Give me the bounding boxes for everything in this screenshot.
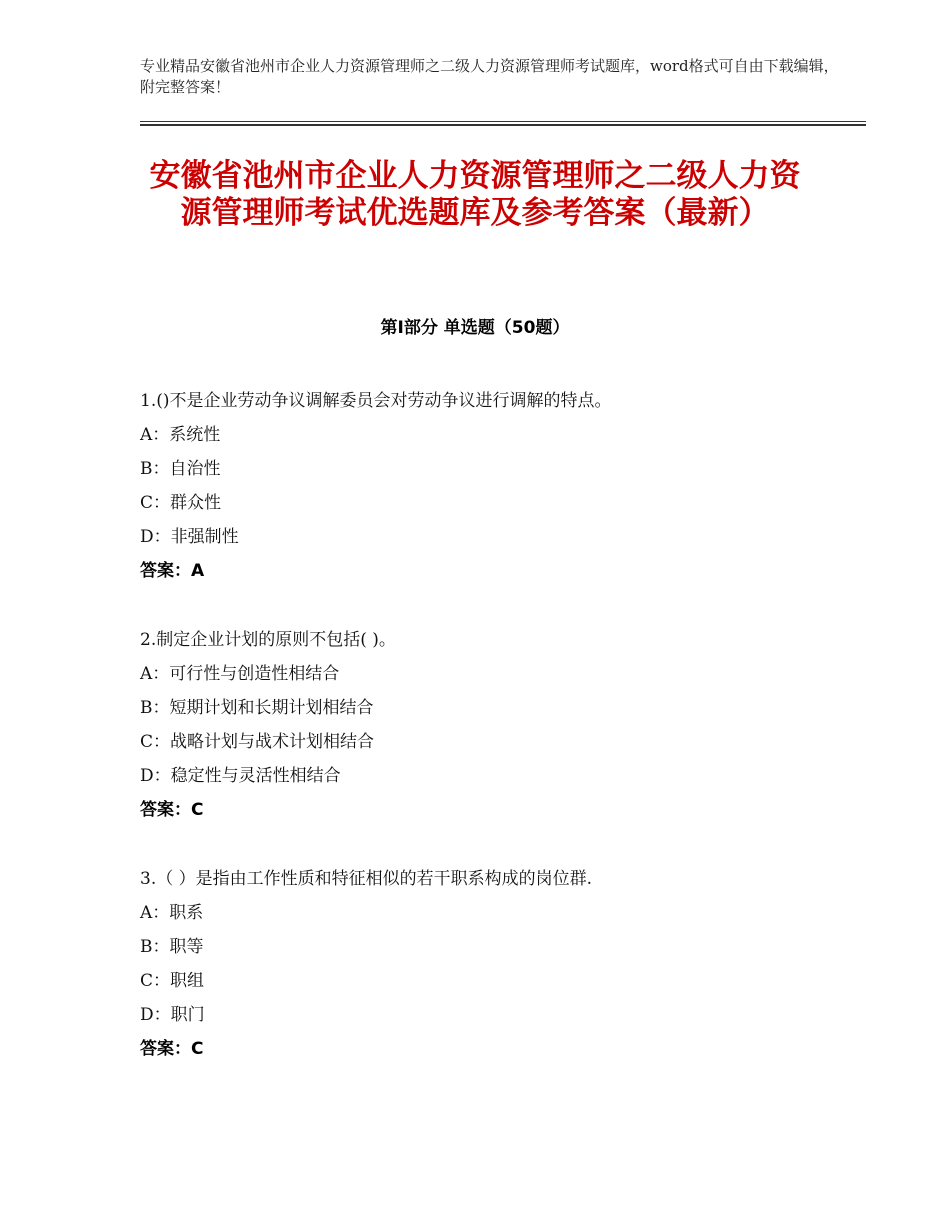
question-answer: 答案：C	[140, 1039, 204, 1059]
option-b: B：自治性	[140, 459, 221, 479]
question-2	[140, 623, 840, 827]
option-b: B：职等	[140, 937, 204, 957]
question-3	[140, 862, 840, 1066]
question-stem: 3.（ ）是指由工作性质和特征相似的若干职系构成的岗位群.	[140, 869, 593, 889]
option-a: A：职系	[140, 903, 204, 923]
document-title: 安徽省池州市企业人力资源管理师之二级人力资源管理师考试优选题库及参考答案（最新）	[149, 158, 801, 231]
header-divider-thick	[140, 124, 866, 126]
option-d: D：非强制性	[140, 527, 239, 547]
option-a: A：可行性与创造性相结合	[140, 664, 340, 684]
question-list	[140, 384, 840, 1101]
option-a: A：系统性	[140, 425, 221, 445]
question-answer: 答案：C	[140, 800, 204, 820]
question-1	[140, 384, 840, 588]
option-c: C：职组	[140, 971, 205, 991]
question-stem: 1.()不是企业劳动争议调解委员会对劳动争议进行调解的特点。	[140, 391, 612, 411]
option-b: B：短期计划和长期计划相结合	[140, 698, 374, 718]
option-c: C：战略计划与战术计划相结合	[140, 732, 375, 752]
option-d: D：稳定性与灵活性相结合	[140, 766, 341, 786]
header-note: 专业精品安徽省池州市企业人力资源管理师之二级人力资源管理师考试题库，word格式可自由下载编辑，附完整答案！	[140, 57, 839, 96]
header-divider-thin	[140, 121, 866, 122]
option-d: D：职门	[140, 1005, 205, 1025]
question-answer: 答案：A	[140, 561, 205, 581]
section-title: 第Ⅰ部分 单选题（50题）	[380, 318, 570, 338]
question-stem: 2.制定企业计划的原则不包括( )。	[140, 630, 396, 650]
option-c: C：群众性	[140, 493, 222, 513]
